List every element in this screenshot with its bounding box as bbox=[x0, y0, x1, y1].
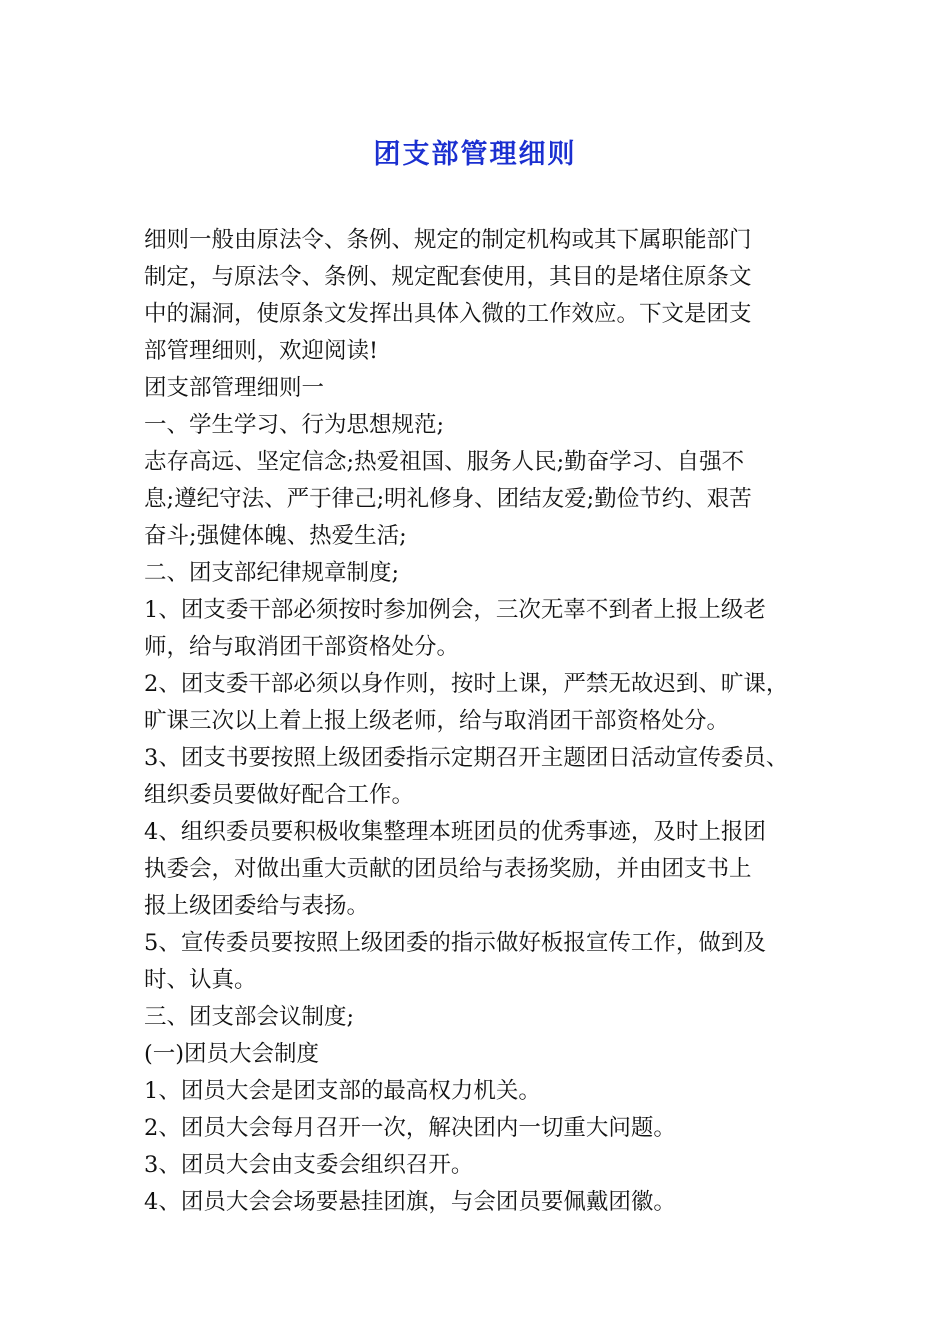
text-line: 二、团支部纪律规章制度; bbox=[144, 560, 400, 586]
text-line: 制定，与原法令、条例、规定配套使用，其目的是堵住原条文 bbox=[144, 264, 752, 290]
text-line: 报上级团委给与表扬。 bbox=[144, 893, 370, 919]
text-line: 时、认真。 bbox=[144, 967, 257, 993]
document-body bbox=[144, 222, 816, 1221]
text-line: 细则一般由原法令、条例、规定的制定机构或其下属职能部门 bbox=[144, 227, 752, 253]
text-line: 团支部管理细则一 bbox=[144, 375, 325, 401]
text-line: 2、团员大会每月召开一次，解决团内一切重大问题。 bbox=[144, 1115, 676, 1141]
text-line: 师，给与取消团干部资格处分。 bbox=[144, 634, 460, 660]
document-title: 团支部管理细则 bbox=[373, 139, 577, 170]
text-line: 5、宣传委员要按照上级团委的指示做好板报宣传工作，做到及 bbox=[144, 930, 766, 956]
text-line: 旷课三次以上着上报上级老师，给与取消团干部资格处分。 bbox=[144, 708, 730, 734]
text-line: 一、学生学习、行为思想规范; bbox=[144, 412, 445, 438]
text-line: 3、团员大会由支委会组织召开。 bbox=[144, 1152, 474, 1178]
text-line: 1、团员大会是团支部的最高权力机关。 bbox=[144, 1078, 541, 1104]
text-line: (一)团员大会制度 bbox=[144, 1041, 320, 1067]
text-line: 三、团支部会议制度; bbox=[144, 1004, 355, 1030]
text-line: 执委会，对做出重大贡献的团员给与表扬奖励，并由团支书上 bbox=[144, 856, 752, 882]
text-line: 3、团支书要按照上级团委指示定期召开主题团日活动宣传委员、 bbox=[144, 745, 789, 771]
text-line: 1、团支委干部必须按时参加例会，三次无辜不到者上报上级老 bbox=[144, 597, 766, 623]
text-line: 组织委员要做好配合工作。 bbox=[144, 782, 415, 808]
text-line: 2、团支委干部必须以身作则，按时上课，严禁无故迟到、旷课， bbox=[144, 671, 789, 697]
text-line: 志存高远、坚定信念;热爱祖国、服务人民;勤奋学习、自强不 bbox=[144, 449, 745, 475]
text-line: 4、团员大会会场要悬挂团旗，与会团员要佩戴团徽。 bbox=[144, 1189, 676, 1215]
text-line: 中的漏洞，使原条文发挥出具体入微的工作效应。下文是团支 bbox=[144, 301, 752, 327]
text-line: 部管理细则，欢迎阅读! bbox=[144, 338, 379, 364]
text-line: 奋斗;强健体魄、热爱生活; bbox=[144, 523, 407, 549]
text-line: 4、组织委员要积极收集整理本班团员的优秀事迹，及时上报团 bbox=[144, 819, 766, 845]
text-line: 息;遵纪守法、严于律己;明礼修身、团结友爱;勤俭节约、艰苦 bbox=[144, 486, 752, 512]
